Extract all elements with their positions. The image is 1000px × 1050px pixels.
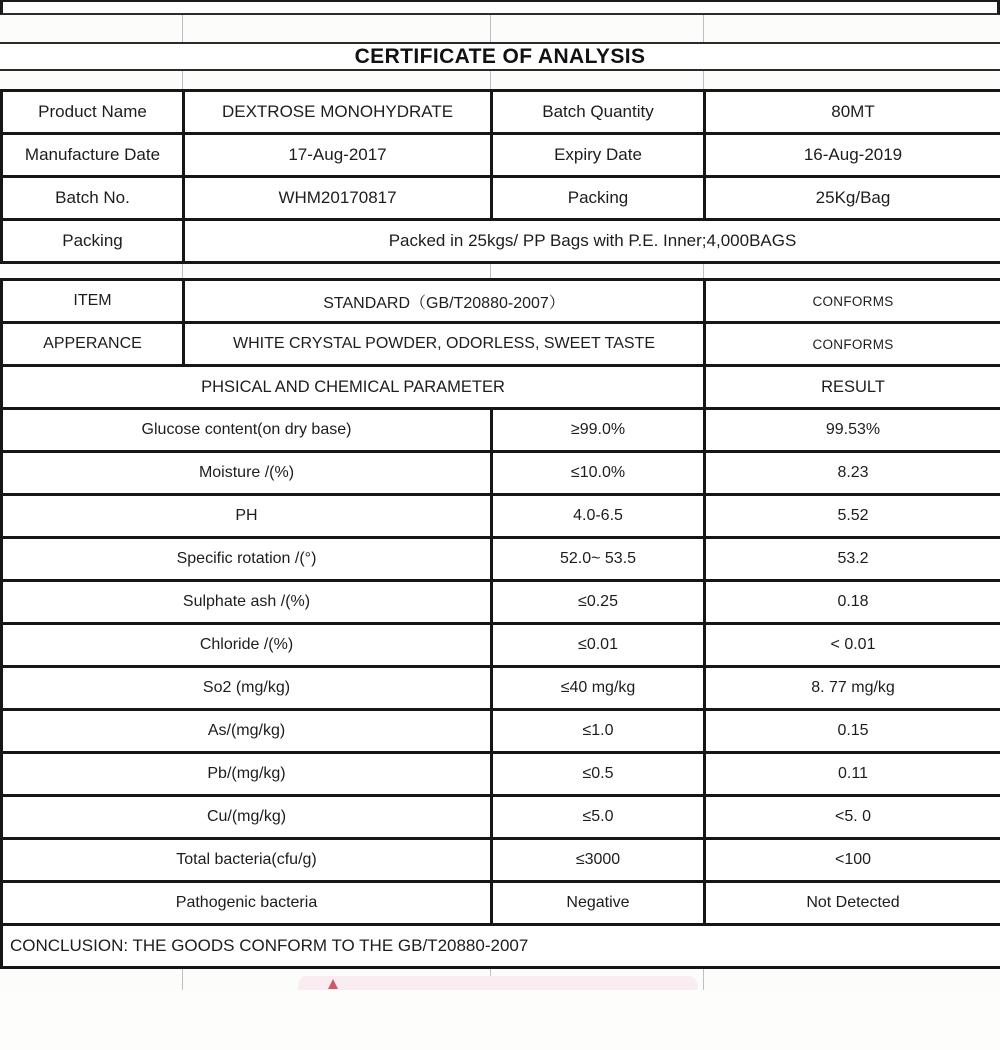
analysis-table	[0, 278, 1000, 969]
parameter-row	[2, 753, 1000, 796]
field-label: Packing	[2, 220, 184, 263]
field-value: DEXTROSE MONOHYDRATE	[184, 91, 492, 134]
field-value: 80MT	[705, 91, 1000, 134]
parameter-name: Specific rotation /(°)	[2, 538, 492, 581]
field-label: Expiry Date	[492, 134, 705, 177]
spreadsheet-empty-row	[0, 264, 1000, 278]
table-row	[2, 925, 1000, 968]
parameter-row	[2, 495, 1000, 538]
parameter-name: Sulphate ash /(%)	[2, 581, 492, 624]
parameter-name: Moisture /(%)	[2, 452, 492, 495]
parameter-standard: ≤40 mg/kg	[492, 667, 705, 710]
parameter-result: 0.15	[705, 710, 1000, 753]
conclusion-text: CONCLUSION: THE GOODS CONFORM TO THE GB/T20880-2007	[2, 925, 1000, 968]
gridline	[490, 15, 491, 42]
item-header: ITEM	[2, 280, 184, 323]
parameter-name: Cu/(mg/kg)	[2, 796, 492, 839]
table-row	[2, 280, 1000, 323]
gridline	[703, 264, 704, 278]
result-column-header: RESULT	[705, 366, 1000, 409]
field-value: WHM20170817	[184, 177, 492, 220]
gridline	[182, 71, 183, 89]
table-row	[2, 366, 1000, 409]
parameter-result: <5. 0	[705, 796, 1000, 839]
parameter-name: Total bacteria(cfu/g)	[2, 839, 492, 882]
parameter-row	[2, 667, 1000, 710]
table-row	[2, 220, 1000, 263]
parameter-name: Pathogenic bacteria	[2, 882, 492, 925]
parameter-standard: 4.0-6.5	[492, 495, 705, 538]
parameter-standard: ≤0.25	[492, 581, 705, 624]
parameter-standard: ≤0.01	[492, 624, 705, 667]
field-value: 25Kg/Bag	[705, 177, 1000, 220]
parameter-result: < 0.01	[705, 624, 1000, 667]
parameter-name: Chloride /(%)	[2, 624, 492, 667]
parameter-result: 5.52	[705, 495, 1000, 538]
table-row	[2, 177, 1000, 220]
parameter-row	[2, 839, 1000, 882]
bottom-strip	[0, 969, 1000, 990]
parameter-row	[2, 452, 1000, 495]
parameter-standard: Negative	[492, 882, 705, 925]
parameter-standard: ≤5.0	[492, 796, 705, 839]
product-info-table	[0, 89, 1000, 264]
parameter-name: As/(mg/kg)	[2, 710, 492, 753]
field-label: Batch Quantity	[492, 91, 705, 134]
spreadsheet-empty-row	[0, 71, 1000, 89]
stamp-star-icon	[328, 979, 338, 989]
standard-value: STANDARD（GB/T20880-2007）	[184, 280, 705, 323]
table-row	[2, 323, 1000, 366]
gridline	[182, 969, 183, 990]
gridline	[703, 969, 704, 990]
parameter-standard: ≤0.5	[492, 753, 705, 796]
parameter-standard: ≤10.0%	[492, 452, 705, 495]
field-label: Packing	[492, 177, 705, 220]
field-label: Batch No.	[2, 177, 184, 220]
parameter-row	[2, 409, 1000, 452]
parameter-name: Pb/(mg/kg)	[2, 753, 492, 796]
stamp-fragment	[298, 976, 698, 990]
parameter-row	[2, 710, 1000, 753]
parameter-row	[2, 538, 1000, 581]
field-value: 16-Aug-2019	[705, 134, 1000, 177]
parameter-result: 8. 77 mg/kg	[705, 667, 1000, 710]
field-value: 17-Aug-2017	[184, 134, 492, 177]
parameter-name: PH	[2, 495, 492, 538]
gridline	[703, 71, 704, 89]
parameter-row	[2, 581, 1000, 624]
spreadsheet-partial-row	[0, 0, 1000, 15]
parameter-standard: ≤1.0	[492, 710, 705, 753]
field-label: Manufacture Date	[2, 134, 184, 177]
result-value: CONFORMS	[705, 323, 1000, 366]
parameter-name: So2 (mg/kg)	[2, 667, 492, 710]
gridline	[182, 264, 183, 278]
field-value: Packed in 25kgs/ PP Bags with P.E. Inner;4,000BAGS	[184, 220, 1000, 263]
spreadsheet-empty-row	[0, 15, 1000, 42]
parameter-result: 0.11	[705, 753, 1000, 796]
parameter-row	[2, 882, 1000, 925]
table-row	[2, 134, 1000, 177]
parameter-name: Glucose content(on dry base)	[2, 409, 492, 452]
parameter-result: 99.53%	[705, 409, 1000, 452]
parameter-standard: 52.0~ 53.5	[492, 538, 705, 581]
certificate-title: CERTIFICATE OF ANALYSIS	[354, 44, 646, 68]
table-row	[2, 91, 1000, 134]
gridline	[182, 15, 183, 42]
field-label: Product Name	[2, 91, 184, 134]
gridline	[490, 264, 491, 278]
section-header: PHSICAL AND CHEMICAL PARAMETER	[2, 366, 705, 409]
parameter-row	[2, 796, 1000, 839]
standard-value: WHITE CRYSTAL POWDER, ODORLESS, SWEET TASTE	[184, 323, 705, 366]
parameter-result: Not Detected	[705, 882, 1000, 925]
parameter-standard: ≤3000	[492, 839, 705, 882]
parameter-result: 53.2	[705, 538, 1000, 581]
parameter-standard: ≥99.0%	[492, 409, 705, 452]
parameter-result: <100	[705, 839, 1000, 882]
parameter-result: 8.23	[705, 452, 1000, 495]
gridline	[490, 71, 491, 89]
parameter-result: 0.18	[705, 581, 1000, 624]
title-row	[0, 42, 1000, 71]
parameter-row	[2, 624, 1000, 667]
gridline	[703, 15, 704, 42]
result-value: CONFORMS	[705, 280, 1000, 323]
item-header: APPERANCE	[2, 323, 184, 366]
